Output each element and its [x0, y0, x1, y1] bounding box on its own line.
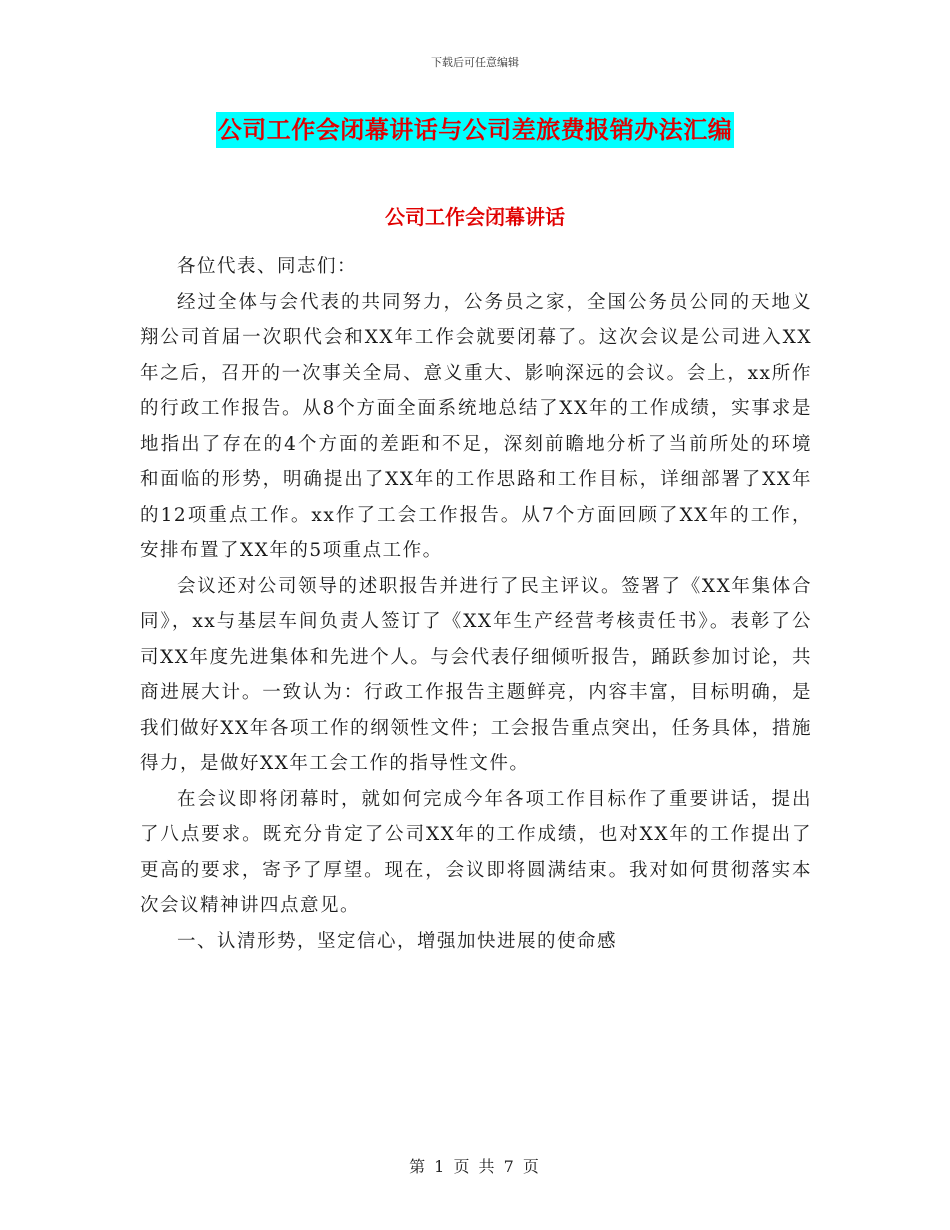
- paragraph: 经过全体与会代表的共同努力，公务员之家，全国公务员公同的天地义翔公司首届一次职代会和XX年工作会就要闭幕了。这次会议是公司进入XX年之后，召开的一次事关全局、意义重大、影响深远的会议。会上，xx所作的行政工作报告。从8个方面全面系统地总结了XX年的工作成绩，实事求是地指出了存在的4个方面的差距和不足，深刻前瞻地分析了当前所处的环境和面临的形势，明确提出了XX年的工作思路和工作目标，详细部署了XX年的12项重点工作。xx作了工会工作报告。从7个方面回顾了XX年的工作，安排布置了XX年的5项重点工作。: [140, 291, 812, 561]
- paragraph: 在会议即将闭幕时，就如何完成今年各项工作目标作了重要讲话，提出了八点要求。既充分肯定了公司XX年的工作成绩，也对XX年的工作提出了更高的要求，寄予了厚望。现在，会议即将圆满结束。我对如何贯彻落实本次会议精神讲四点意见。: [140, 788, 812, 916]
- paragraph-heading: 一、认清形势，坚定信心，增强加快进展的使命感: [177, 930, 618, 952]
- document-title: 公司工作会闭幕讲话与公司差旅费报销办法汇编: [216, 112, 735, 148]
- document-title-container: [0, 112, 950, 148]
- page-footer: 第 1 页 共 7 页: [409, 1157, 541, 1176]
- document-body: [140, 249, 812, 959]
- paragraph-salutation: 各位代表、同志们：: [177, 256, 358, 277]
- page-header-note: 下载后可任意编辑: [431, 56, 519, 69]
- section-title: 公司工作会闭幕讲话: [385, 205, 565, 229]
- paragraph: 会议还对公司领导的述职报告并进行了民主评议。签署了《XX年集体合同》，xx与基层车间负责人签订了《XX年生产经营考核责任书》。表彰了公司XX年度先进集体和先进个人。与会代表仔细倾听报告，踊跃参加讨论，共商进展大计。一致认为：行政工作报告主题鲜亮，内容丰富，目标明确，是我们做好XX年各项工作的纲领性文件；工会报告重点突出，任务具体，措施得力，是做好XX年工会工作的指导性文件。: [140, 575, 812, 774]
